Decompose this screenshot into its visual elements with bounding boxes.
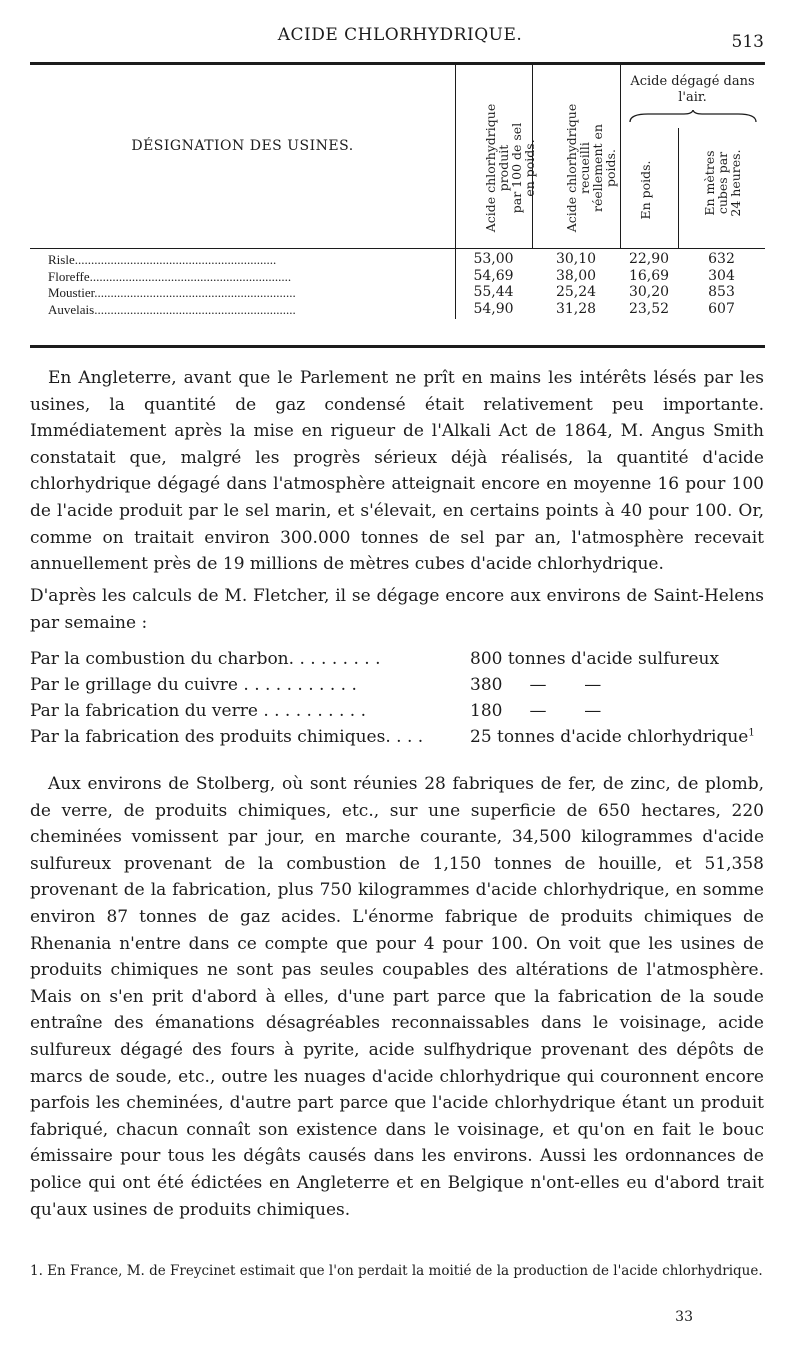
col-acid-produced-header: Acide chlorhydrique produit par 100 de sel en poids.: [483, 103, 537, 233]
list-item-value: 180 — —: [470, 701, 602, 721]
running-header-title: ACIDE CHLORHYDRIQUE.: [277, 25, 523, 45]
table-bottom-rule: [30, 345, 765, 348]
table-cell: 16,69: [628, 267, 670, 284]
emissions-list: [30, 649, 770, 753]
leader-dots: ..............................................................: [89, 268, 292, 284]
list-item-label: Par la fabrication du verre . . . . . . . . . .: [30, 701, 366, 721]
list-item-label: Par la fabrication des produits chimiques. . . .: [30, 727, 424, 747]
table-cell: 38,00: [555, 267, 597, 284]
designation-header: DÉSIGNATION DES USINES.: [131, 138, 354, 154]
factory-name: Auvelais: [48, 301, 95, 317]
leader-dots: ..............................................................: [94, 285, 296, 300]
list-item-label: Par le grillage du cuivre . . . . . . . . . . .: [30, 675, 357, 695]
list-item-value: 800 tonnes d'acide sulfureux: [470, 649, 720, 669]
table-cell: 304: [708, 267, 735, 284]
factory-name: Moustier: [48, 285, 95, 300]
list-item-label: Par la combustion du charbon. . . . . . . . .: [30, 649, 381, 669]
table-top-rule: [30, 62, 765, 65]
paragraph-stolberg: Aux environs de Stolberg, où sont réunies 28 fabriques de fer, de zinc, de plomb, de verre, de produits chimiques, etc., sur une superficie de 650 hectares, 220 cheminées vomissent par jour, en marche courante, 34,500 kilogrammes d'acide sulfureux provenant de la combustion de 1,150 tonnes de houille, et 51,358 provenant de la fabrication, plus 750 kilogrammes d'acide chlorhydrique, en somme environ 87 tonnes de gaz acides. L'énorme fabrique de produits chimiques de Rhenania n'entre dans ce compte que pour 4 pour 100. On voit que les usines de produits chimiques ne sont pas seules coupables des altérations de l'atmosphère. Mais on s'en prit d'abord à elles, d'une part parce que la fabrication de la soude entraîne des émanations désagréables reconnaissables dans le voisinage, acide sulfureux dégagé des fours à pyrite, acide sulfhydrique provenant des dépôts de marcs de soude, etc., outre les nuages d'acide chlorhydrique qui couronnent encore parfois les cheminées, d'autre part parce que l'acide chlorhydrique étant un produit fabriqué, chacun connaît son existence dans le voisinage, et qu'on en fait le bouc émissaire pour tous les dégâts causés dans les environs. Aussi les ordonnances de police qui ont été édictées en Angleterre et en Belgique n'ont-elles eu d'abord trait qu'aux usines de produits chimiques.: [30, 774, 764, 1220]
table-cell: 22,90: [628, 251, 670, 267]
table-cell: 23,52: [628, 300, 670, 317]
col-acid-collected-header: Acide chlorhydrique recueilli réellement en poids.: [564, 103, 618, 233]
table-cell: 632: [708, 251, 735, 267]
factory-name: Risle: [48, 252, 75, 267]
table-cell: 607: [708, 300, 735, 317]
table-cell: 30,10: [555, 251, 597, 267]
column-divider: [678, 128, 679, 248]
table-cell: 31,28: [555, 300, 597, 317]
table-header-rule: [30, 248, 765, 249]
table-cell: 53,00: [473, 251, 514, 267]
table-row-label: [48, 252, 448, 268]
col-weight-header: En poids.: [638, 160, 653, 220]
footnote: 1. En France, M. de Freycinet estimait que l'on perdait la moitié de la production de l'acide chlorhydrique.: [30, 1263, 763, 1279]
leader-dots: ..............................................................: [74, 252, 277, 267]
air-released-group-header: Acide dégagé dans l'air.: [630, 74, 755, 105]
table-row-label: [48, 302, 448, 318]
leader-dots: ..............................................................: [94, 301, 296, 317]
table-cell: 853: [708, 284, 735, 300]
paragraph-england: En Angleterre, avant que le Parlement ne prît en mains les intérêts lésés par les usines, la quantité de gaz condensé était relativement peu importante. Immédiatement après la mise en rigueur de l'Alkali Act de 1864, M. Angus Smith constatait que, malgré les progrès sérieux déjà réalisés, la quantité d'acide chlorhydrique dégagé dans l'atmosphère atteignait encore en moyenne 16 pour 100 de l'acide produit par le sel marin, et s'élevait, en certains points à 40 pour 100. Or, comme on traitait environ 300.000 tonnes de sel par an, l'atmosphère recevait annuellement près de 19 millions de mètres cubes d'acide chlorhydrique.: [30, 368, 764, 575]
list-item: [30, 727, 770, 753]
table-row-label: [48, 269, 448, 285]
table-row-label: [48, 285, 448, 301]
list-item-value: [470, 727, 755, 747]
table-cell: 30,20: [628, 284, 670, 300]
factory-name: Floreffe: [48, 268, 90, 284]
list-item-value: 380 — —: [470, 675, 602, 695]
table-cell: 54,69: [473, 267, 514, 284]
signature-mark: 33: [675, 1309, 693, 1325]
table-cell: 55,44: [473, 284, 514, 300]
paragraph-fletcher: D'après les calculs de M. Fletcher, il se dégage encore aux environs de Saint-Helens par semaine :: [30, 586, 764, 633]
table-cell: 54,90: [473, 300, 514, 317]
col-cubic-meters-header: En mètres cubes par 24 heures.: [702, 149, 743, 217]
footnote-marker: 1: [748, 727, 755, 739]
data-table: [30, 62, 765, 348]
list-item-value-text: 25 tonnes d'acide chlorhydrique: [470, 727, 749, 747]
list-item: [30, 675, 770, 701]
list-item: [30, 649, 770, 675]
brace-icon: [628, 110, 758, 124]
table-cell: 25,24: [555, 284, 597, 300]
page-number: 513: [731, 32, 764, 52]
list-item: [30, 701, 770, 727]
